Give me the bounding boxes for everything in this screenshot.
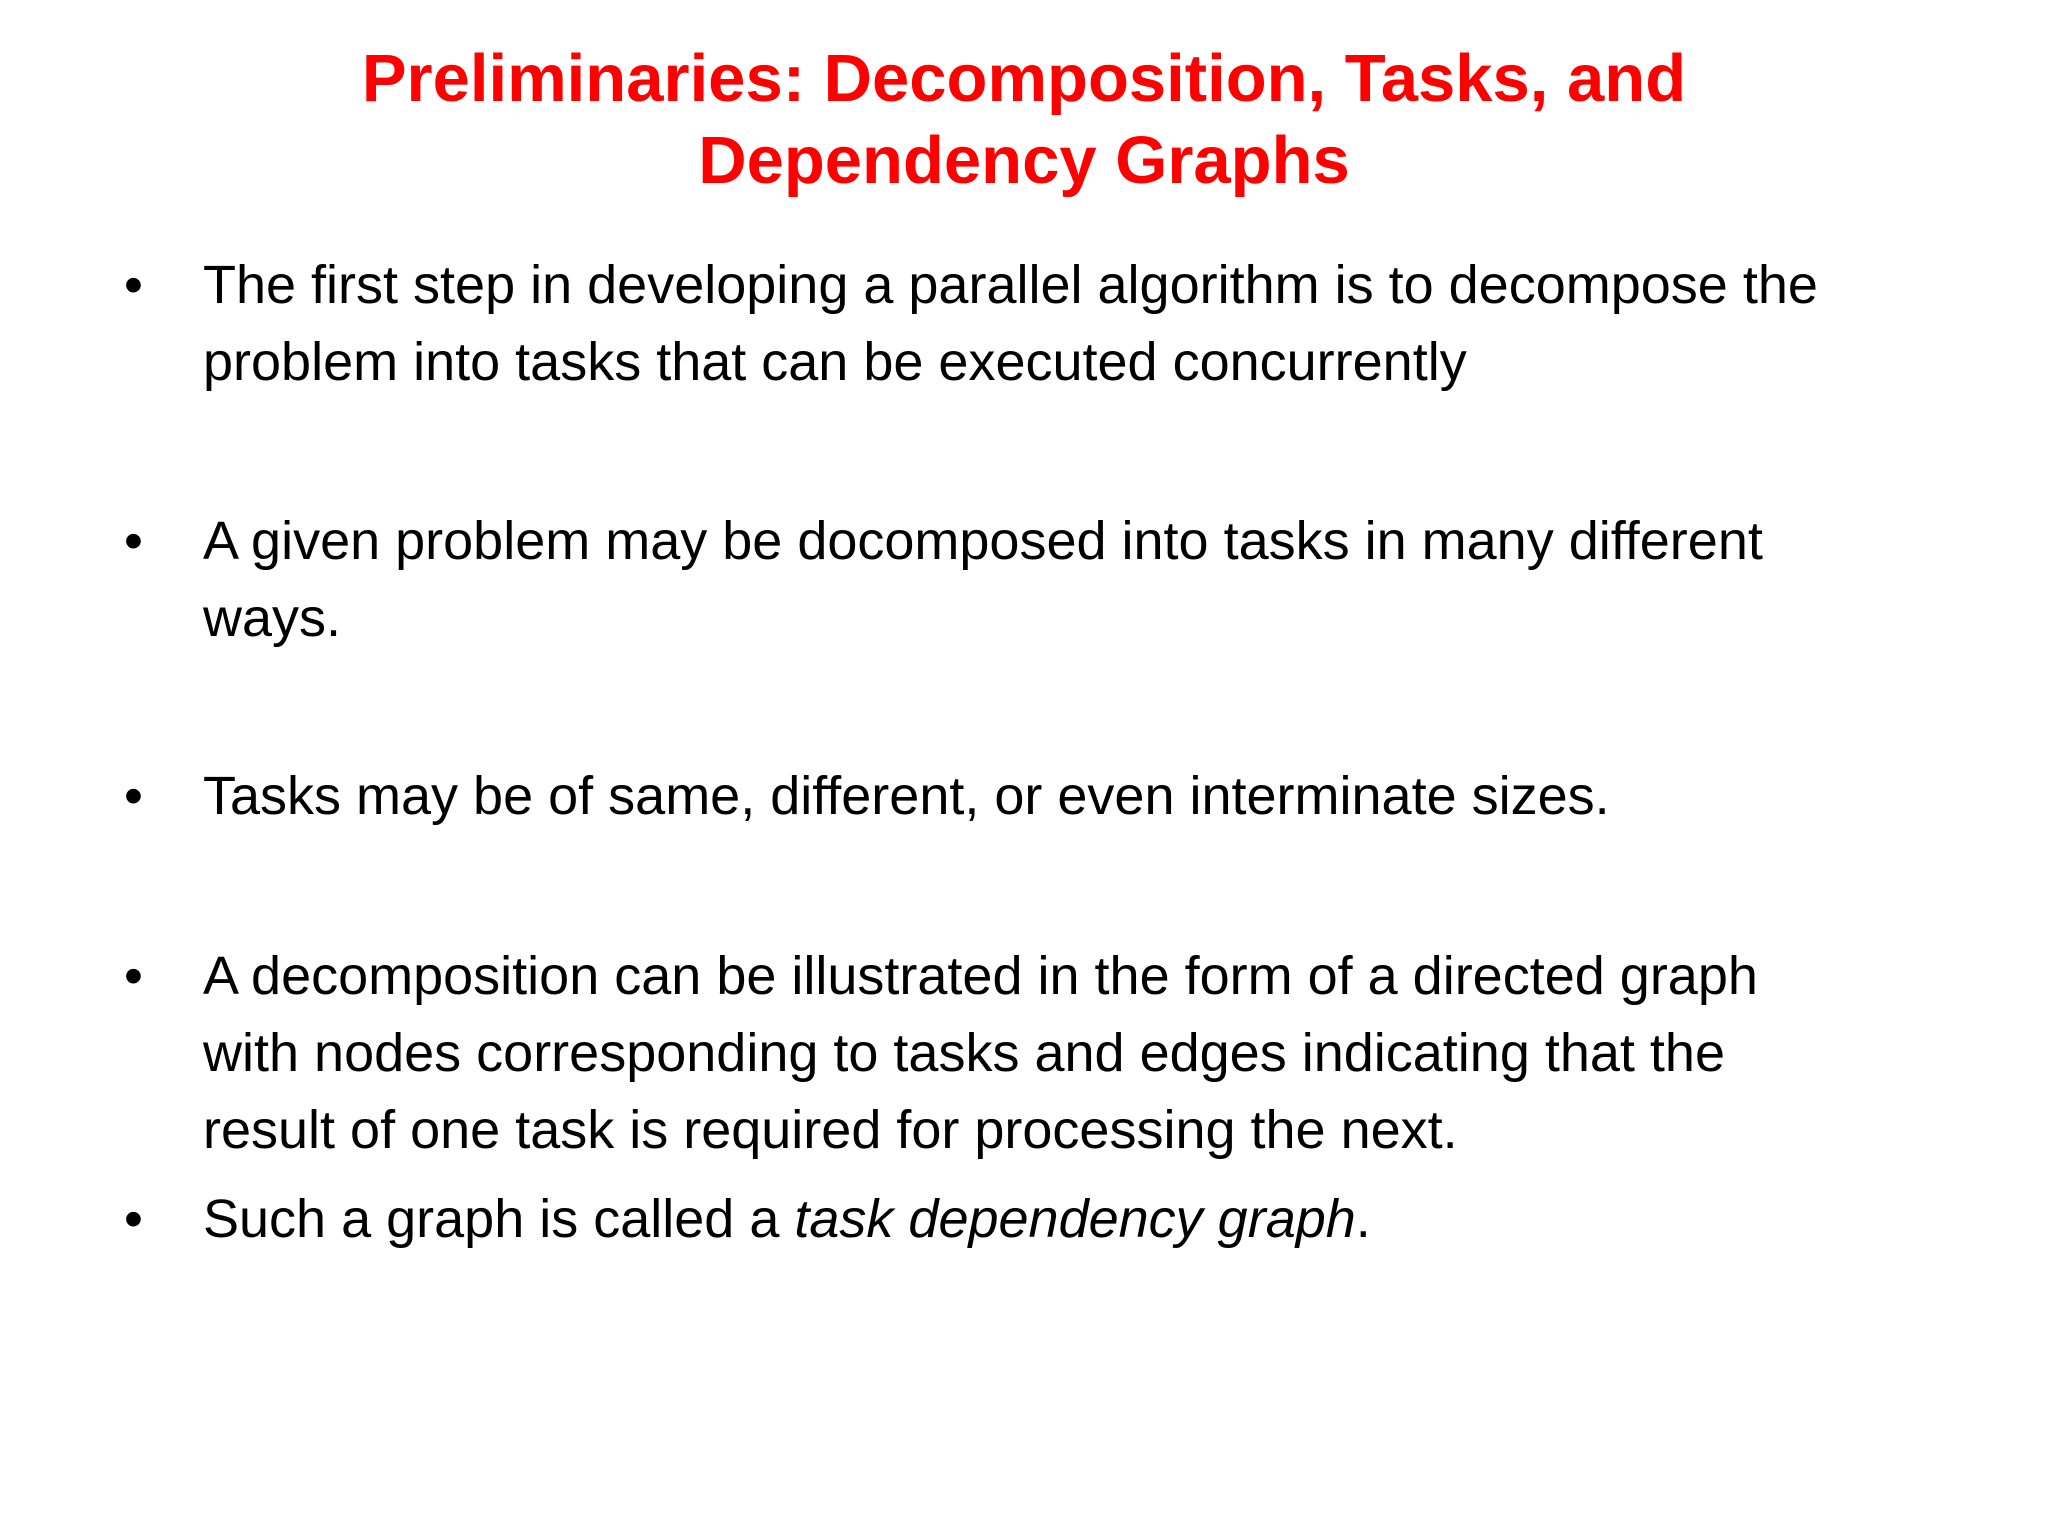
bullet-text: [203, 503, 1963, 657]
slide-title-line-1: Preliminaries: Decomposition, Tasks, and: [361, 41, 1687, 116]
bullet-marker: •: [124, 1189, 143, 1249]
bullet-suffix-text: .: [1355, 1189, 1371, 1249]
bullet-text: [203, 758, 1963, 835]
bullet-line: A given problem may be docomposed into tasks in many different: [203, 511, 1763, 571]
slide-title: [0, 38, 2048, 202]
bullet-line: with nodes corresponding to tasks and edges indicating that the: [203, 1023, 1725, 1083]
bullet-marker: •: [124, 511, 143, 571]
bullet-marker: •: [124, 255, 143, 315]
bullet-line: problem into tasks that can be executed concurrently: [203, 332, 1467, 392]
bullet-marker: •: [124, 766, 143, 826]
slide-title-line-2: Dependency Graphs: [698, 123, 1350, 198]
bullet-text: [203, 1181, 1963, 1258]
bullet-text: [203, 247, 1963, 401]
bullet-line: A decomposition can be illustrated in the form of a directed graph: [203, 946, 1758, 1006]
bullet-prefix-text: Such a graph is called a: [203, 1189, 795, 1249]
emphasized-term: task dependency graph: [794, 1189, 1356, 1249]
bullet-line: [203, 1181, 1963, 1258]
bullet-line: The first step in developing a parallel algorithm is to decompose the: [203, 255, 1818, 315]
bullet-line: ways.: [203, 588, 342, 648]
bullet-marker: •: [124, 946, 143, 1006]
bullet-text: [203, 938, 1963, 1169]
bullet-line: result of one task is required for processing the next.: [203, 1100, 1458, 1160]
bullet-line: Tasks may be of same, different, or even interminate sizes.: [203, 766, 1610, 826]
